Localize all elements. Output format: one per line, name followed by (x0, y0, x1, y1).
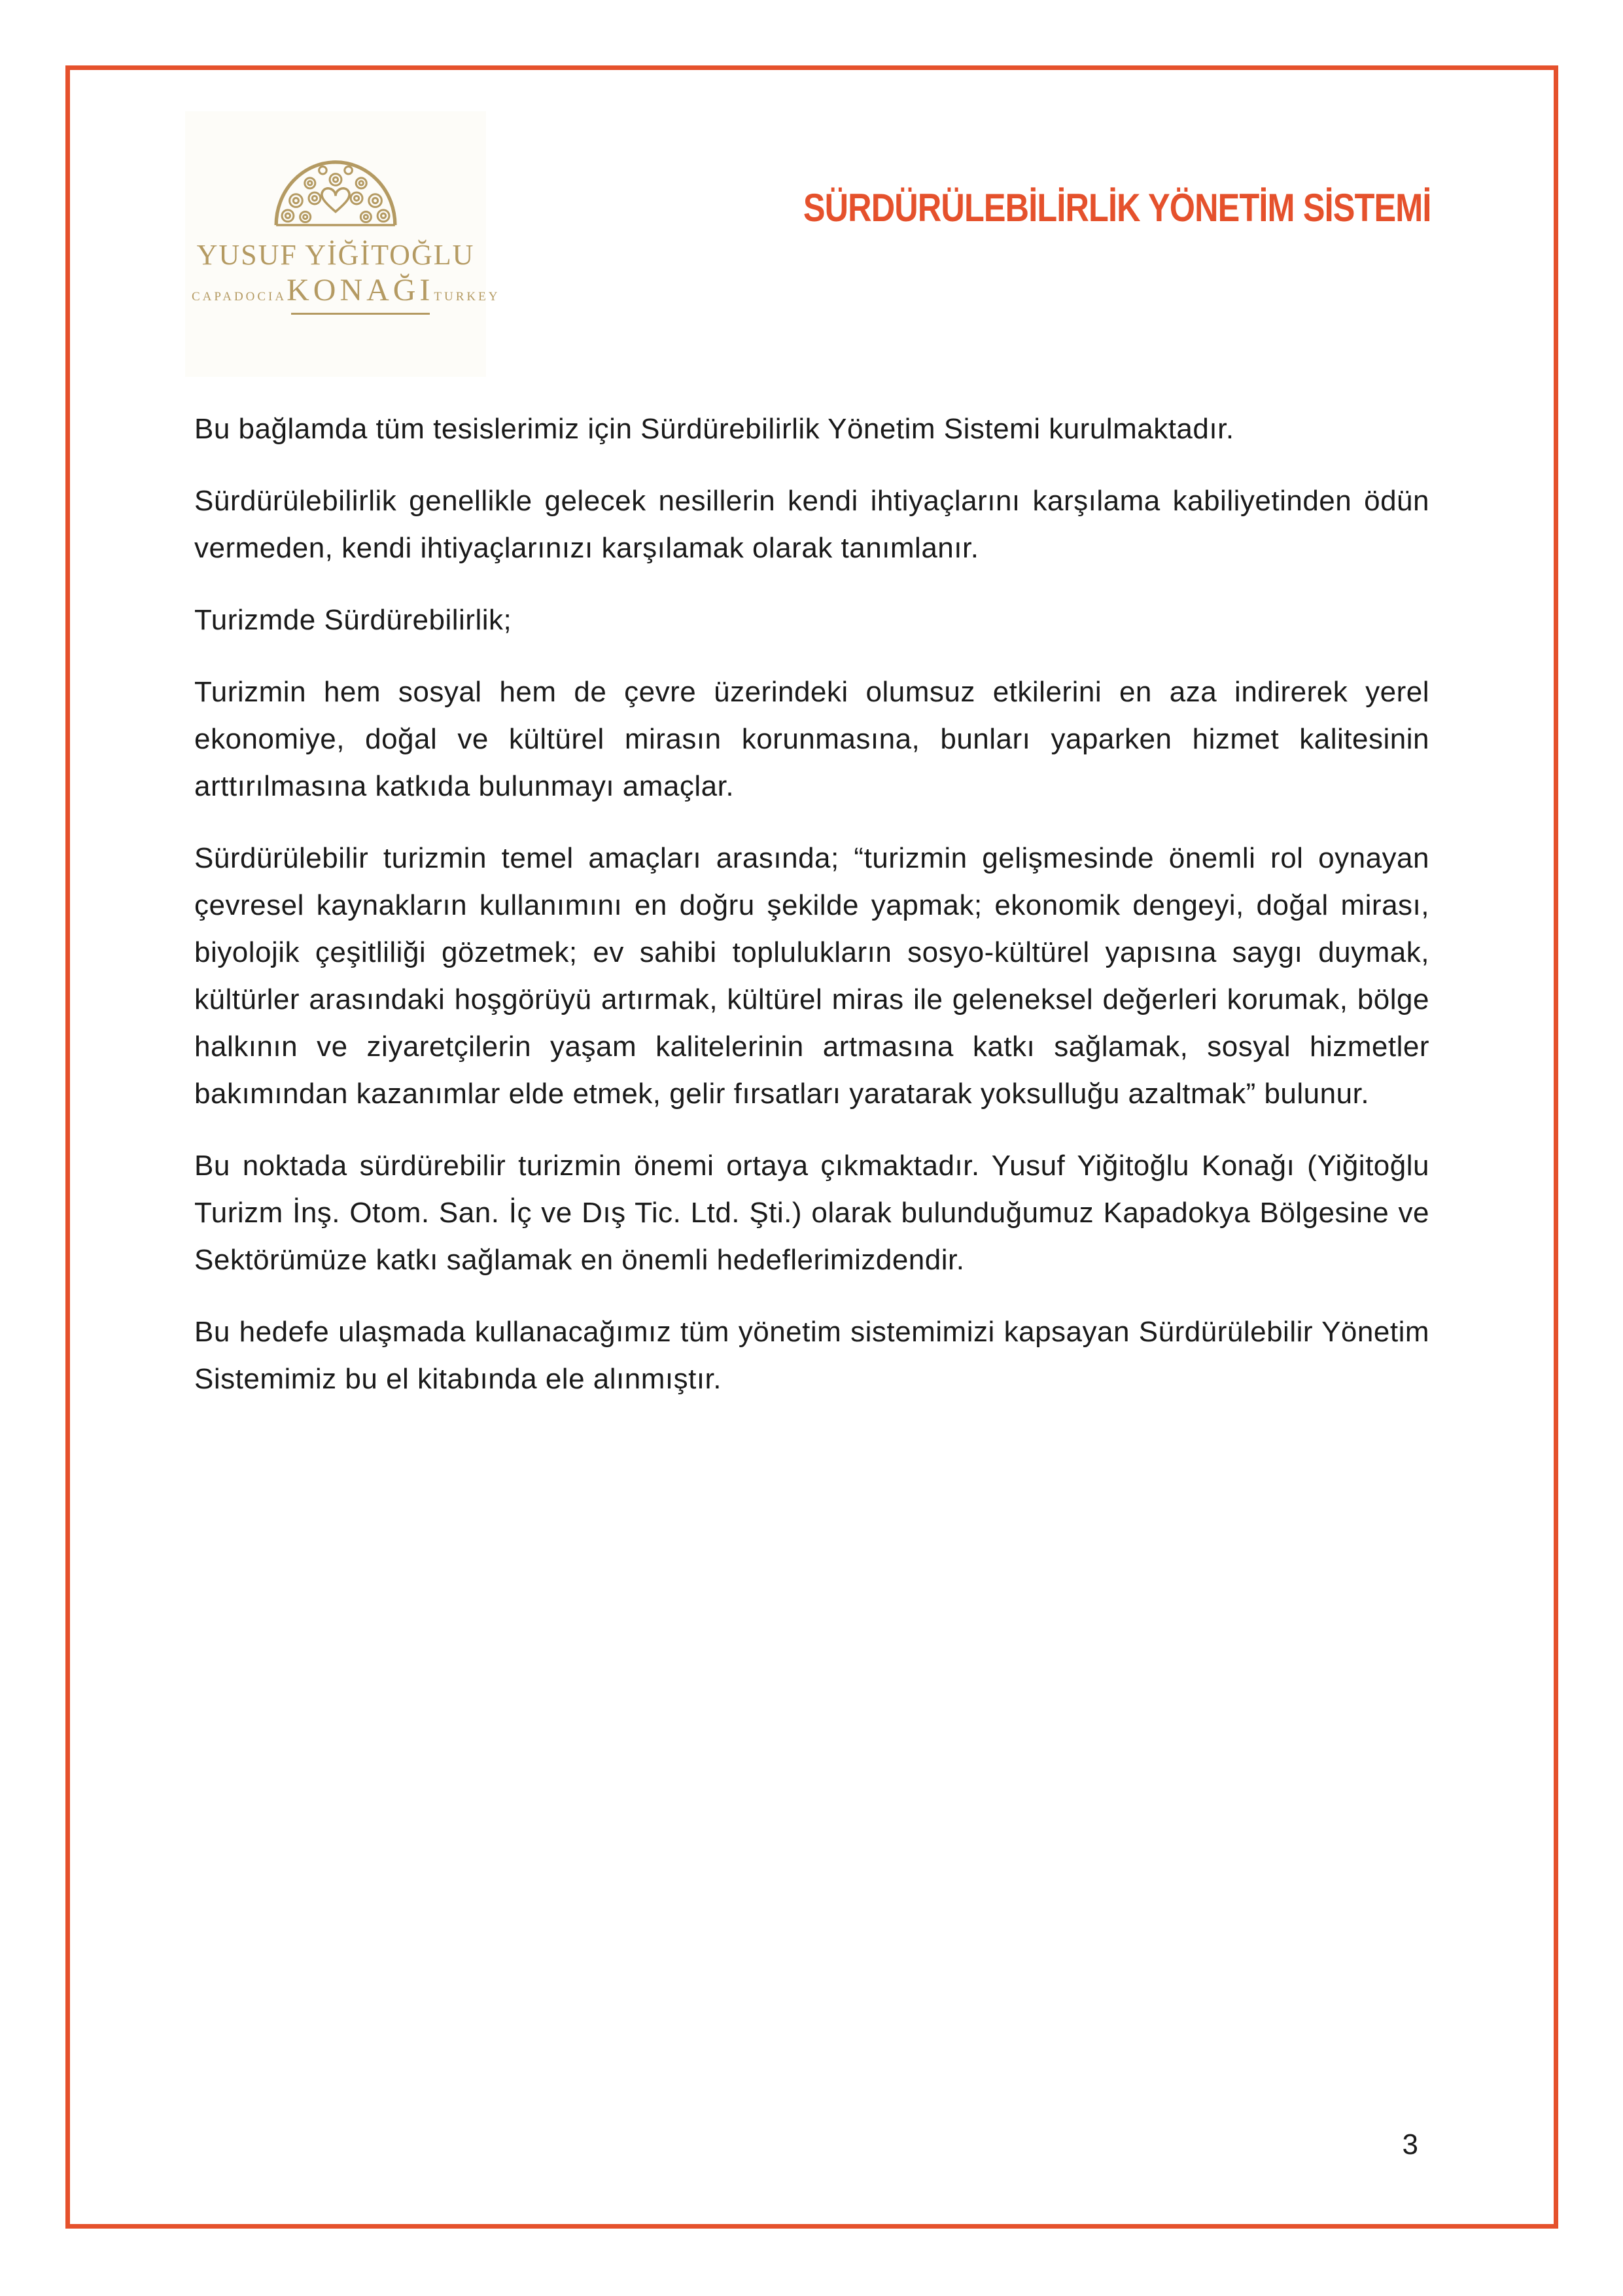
paragraph: Turizmde Sürdürebilirlik; (194, 604, 512, 636)
logo-underline (291, 313, 430, 315)
logo-caption-row (192, 273, 500, 315)
logo-center-word: KONAĞI (287, 273, 434, 308)
logo-name-text: YUSUF YİĞİTOĞLU (196, 239, 475, 271)
paragraph: Turizmin hem sosyal hem de çevre üzerindeki olumsuz etkilerini en aza indirerek yerel ekonomiye, doğal ve kültürel mirasın korunmasına, bunları yaparken hizmet kalitesinin arttırılmasına katkıda bulunmayı amaçlar. (194, 676, 1429, 802)
logo-left-caption: CAPADOCIA (192, 290, 287, 304)
logo-center-word-block (287, 275, 434, 315)
paragraph: Bu noktada sürdürebilir turizmin önemi ortaya çıkmaktadır. Yusuf Yiğitoğlu Konağı (Yiğitoğlu Turizm İnş. Otom. San. İç ve Dış Tic. Ltd. Şti.) olarak bulunduğumuz Kapadokya Bölgesine ve Sektörümüze katkı sağlamak en önemli hedeflerimizdendir. (194, 1150, 1429, 1276)
paragraph: Bu hedefe ulaşmada kullanacağımız tüm yönetim sistemimizi kapsayan Sürdürülebilir Yönetim Sistemimiz bu el kitabında ele alınmıştır. (194, 1316, 1429, 1395)
paragraph: Sürdürülebilir turizmin temel amaçları arasında; “turizmin gelişmesinde önemli rol oynayan çevresel kaynakların kullanımını en doğru şekilde yapmak; ekonomik dengeyi, doğal mirası, biyolojik çeşitliliği gözetmek; ev sahibi toplulukların sosyo-kültürel yapısına saygı duymak, kültürler arasındaki hoşgörüyü artırmak, kültürel miras ile geleneksel değerleri korumak, bölge halkının ve ziyaretçilerin yaşam kalitelerinin artmasına katkı sağlamak, sosyal hizmetler bakımından kazanımlar elde etmek, gelir fırsatları yaratarak yoksulluğu azaltmak” bulunur. (194, 842, 1429, 1110)
document-title: SÜRDÜRÜLEBİLİRLİK YÖNETİM SİSTEMİ (803, 186, 1431, 230)
heart-icon (322, 188, 349, 212)
filigree-dome-icon (271, 157, 400, 229)
paragraph: Bu bağlamda tüm tesislerimiz için Sürdürebilirlik Yönetim Sistemi kurulmaktadır. (194, 413, 1234, 445)
hotel-logo (185, 111, 500, 377)
document-body (194, 406, 1429, 1428)
paragraph: Sürdürülebilirlik genellikle gelecek nesillerin kendi ihtiyaçlarını karşılama kabiliyetinden ödün vermeden, kendi ihtiyaçlarınızı karşılamak olarak tanımlanır. (194, 485, 1429, 564)
logo-right-caption: TURKEY (434, 290, 500, 304)
page-number: 3 (1402, 2128, 1418, 2161)
